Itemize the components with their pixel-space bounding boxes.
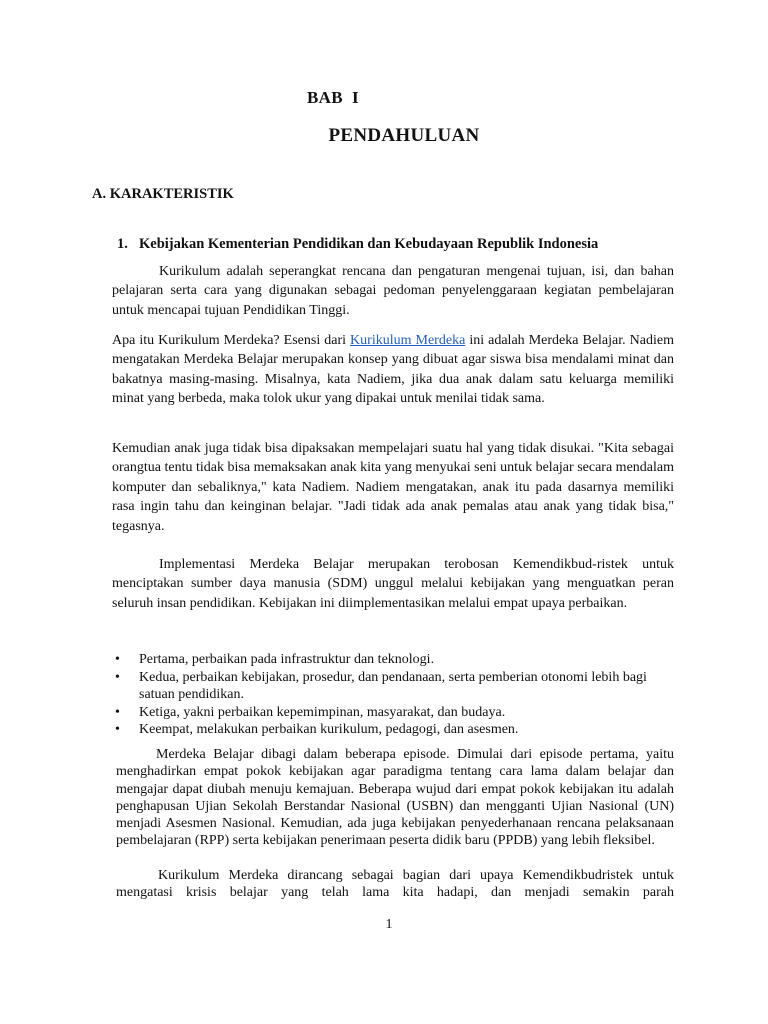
kurikulum-merdeka-link[interactable]: Kurikulum Merdeka [350, 333, 466, 348]
paragraph-nadiem-quote: Kemudian anak juga tidak bisa dipaksakan mempelajari suatu hal yang tidak disukai. "Kita sebagai orangtua tentu tidak bisa memaksakan anak kita yang menyukai seni untuk belajar secara mendalam komputer dan sebaliknya," kata Nadiem. Nadiem mengatakan, anak itu pada dasarnya memiliki rasa ingin tahu dan keinginan belajar. "Jadi tidak ada anak pemalas atau anak yang tidak bisa," tegasnya. [112, 441, 674, 534]
chapter-title: PENDAHULUAN [328, 125, 480, 146]
section-heading: A. KARAKTERISTIK [92, 186, 234, 202]
improvement-list [112, 651, 674, 739]
subsection-number: 1. [117, 236, 128, 252]
bullet-icon: • [115, 704, 120, 720]
list-item: • Keempat, melakukan perbaikan kurikulum, pedagogi, dan asesmen. [115, 722, 519, 737]
chapter-label: BAB I [307, 88, 359, 107]
bullet-icon: • [115, 722, 120, 737]
paragraph-krisis-belajar: Kurikulum Merdeka dirancang sebagai bagian dari upaya Kemendikbudristek untuk mengatasi krisis belajar yang telah lama kita hadapi, dan menjadi semakin parah [116, 868, 674, 901]
paragraph-implementasi: Implementasi Merdeka Belajar merupakan terobosan Kemendikbud-ristek untuk menciptakan sumber daya manusia (SDM) unggul melalui kebijakan yang menguatkan peran seluruh insan pendidikan. Kebijakan ini diimplementasikan melalui empat upaya perbaikan. [112, 557, 674, 611]
list-item: • Ketiga, yakni perbaikan kepemimpinan, masyarakat, dan budaya. [115, 704, 506, 720]
paragraph-text: ini adalah Merdeka Belajar. Nadiem mengatakan Merdeka Belajar merupakan konsep yang dibuat agar siswa bisa mendalami minat dan bakatnya masing-masing. Misalnya, kata Nadiem, jika dua anak dalam satu keluarga memiliki minat yang berbeda, maka tolok ukur yang dipakai untuk menilai tidak sama. [112, 333, 674, 407]
subsection-title: Kebijakan Kementerian Pendidikan dan Kebudayaan Republik Indonesia [139, 236, 599, 252]
list-item: • Kedua, perbaikan kebijakan, prosedur, dan pendanaan, serta pemberian otonomi lebih bagi satuan pendidikan. [115, 669, 647, 702]
paragraph-kurikulum-merdeka [112, 331, 674, 409]
paragraph-episode: Merdeka Belajar dibagi dalam beberapa episode. Dimulai dari episode pertama, yaitu menghadirkan empat pokok kebijakan agar paradigma tentang cara lama dalam belajar dan mengajar dapat diubah menuju kemajuan. Beberapa wujud dari empat pokok kebijakan itu adalah penghapusan Ujian Sekolah Berstandar Nasional (USBN) dan mengganti Ujian Nasional (UN) menjadi Asesmen Nasional. Kemudian, ada juga kebijakan penyederhanaan rencana pelaksanaan pembelajaran (RPP) serta kebijakan penerimaan peserta didik baru (PPDB) yang lebih fleksibel. [116, 747, 674, 849]
list-item: • Pertama, perbaikan pada infrastruktur dan teknologi. [115, 652, 435, 667]
subsection-heading [117, 236, 598, 253]
paragraph-kurikulum-definition: Kurikulum adalah seperangkat rencana dan pengaturan mengenai tujuan, isi, dan bahan pelajaran serta cara yang digunakan sebagai pedoman penyelenggaraan kegiatan pembelajaran untuk mencapai tujuan Pendidikan Tinggi. [112, 264, 674, 318]
page-number: 1 [385, 917, 393, 932]
bullet-icon: • [115, 652, 120, 667]
bullet-icon: • [115, 669, 120, 685]
paragraph-text: Apa itu Kurikulum Merdeka? Esensi dari [112, 333, 351, 348]
